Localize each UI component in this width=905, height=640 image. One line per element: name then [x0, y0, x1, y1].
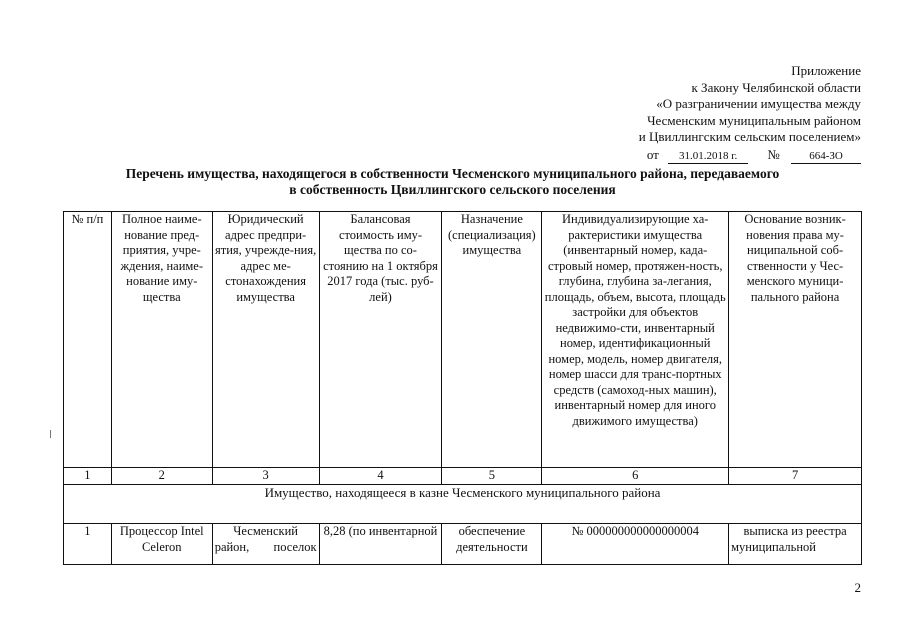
appendix-line-1: Приложение [791, 63, 861, 78]
column-number: 6 [542, 468, 729, 485]
appendix-line-4: Чесменским муниципальным районом [647, 112, 861, 128]
margin-mark [50, 430, 51, 438]
title-line-1: Перечень имущества, находящегося в собственности Чесменского муниципального района, передаваемого [125, 166, 780, 181]
property-table [63, 211, 862, 565]
row-basis: выписка из реестра муниципальной [729, 524, 862, 565]
header-cell-purpose: Назначение (специализация) имущества [442, 212, 542, 468]
header-cell-value: Балансовая стоимость иму-щества по со-стоянию на 1 октября 2017 года (тыс. руб-лей) [319, 212, 442, 468]
table-header-row [64, 212, 862, 468]
column-number: 1 [64, 468, 112, 485]
appendix-block [639, 63, 861, 164]
row-characteristics: № 000000000000000004 [542, 524, 729, 565]
header-cell-basis: Основание возник-новения права му-ниципальной соб-ственности у Чес-менского муници-пального района [729, 212, 862, 468]
row-address: Чесменский район, поселок [212, 524, 319, 565]
header-cell-number: № п/п [64, 212, 112, 468]
header-cell-characteristics: Индивидуализирующие ха-рактеристики имущества (инвентарный номер, када-стровый номер, протяжен-ность, глубина, глубина за-легания, площадь, объем, высота, площадь застройки для объектов недвижимо-сти, инвентарный номер, идентификационный номер, модель, номер двигателя, номер шасси для транс-портных средств (самоход-ных машин), инвентарный номер для иного движимого имущества) [542, 212, 729, 468]
appendix-line-2: к Закону Челябинской области [691, 79, 861, 95]
section-row [64, 485, 862, 524]
column-number: 3 [212, 468, 319, 485]
row-purpose: обеспечение деятельности [442, 524, 542, 565]
law-reference [639, 147, 861, 164]
column-number: 7 [729, 468, 862, 485]
column-number: 5 [442, 468, 542, 485]
header-cell-address: Юридический адрес предпри-ятия, учрежде-ния, адрес ме-стонахождения имущества [212, 212, 319, 468]
number-label: № [767, 146, 780, 162]
law-number: 664-ЗО [791, 150, 861, 164]
from-label: от [646, 146, 659, 162]
appendix-line-3: «О разграничении имущества между [656, 96, 861, 111]
appendix-line-5: и Цвиллингским сельским поселением» [638, 129, 861, 144]
row-name: Процессор Intel Celeron [111, 524, 212, 565]
column-number: 4 [319, 468, 442, 485]
section-title: Имущество, находящееся в казне Чесменского муниципального района [64, 485, 862, 524]
column-number: 2 [111, 468, 212, 485]
document-title [0, 166, 905, 198]
table-row [64, 524, 862, 565]
row-number: 1 [64, 524, 112, 565]
row-value: 8,28 (по инвентарной [319, 524, 442, 565]
title-line-2: в собственность Цвиллингского сельского поселения [289, 182, 616, 197]
column-number-row [64, 468, 862, 485]
law-date: 31.01.2018 г. [668, 150, 748, 164]
page-number: 2 [854, 580, 861, 595]
header-cell-name: Полное наиме-нование пред-приятия, учре-ждения, наиме-нование иму-щества [111, 212, 212, 468]
